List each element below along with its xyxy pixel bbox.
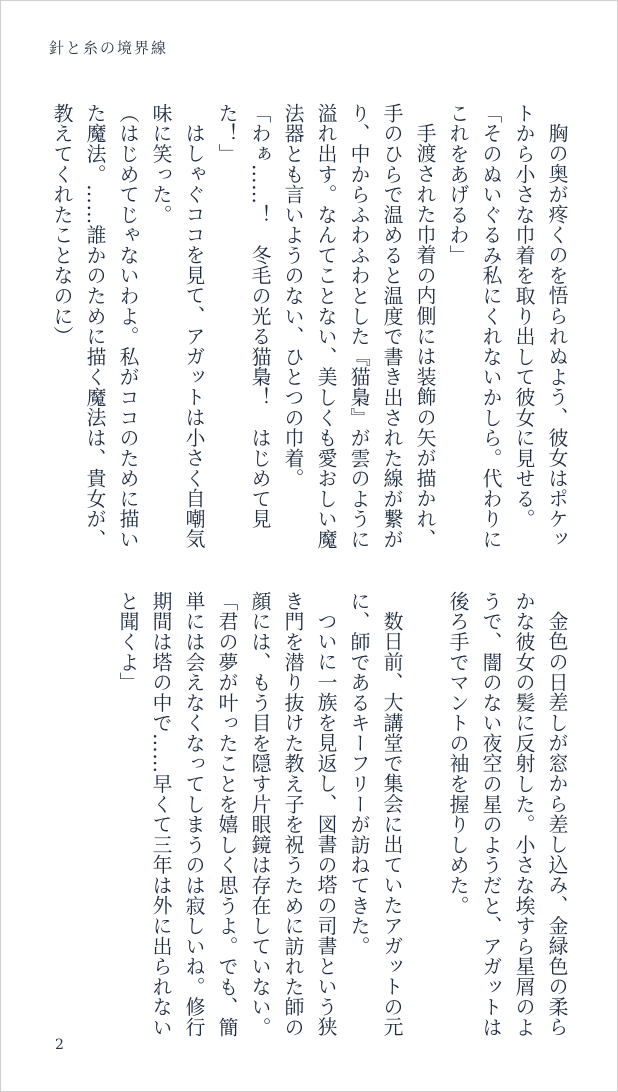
text-line: 胸の奥が疼くのを悟られぬよう、彼女はポケッ [545,122,568,549]
text-line: ついに一族を見返し、図書の塔の司書という狭 [314,610,337,1037]
text-line: と聞くよ」 [116,591,139,693]
text-line: 味に笑った。 [149,103,172,225]
text-line: 後ろ手でマントの袖を握りしめた。 [446,591,469,916]
text-line: り、中からふわふわとした『猫梟』が雲のように [347,103,370,550]
text-line: 「わぁ……！ 冬毛の光る猫梟！ はじめて見 [248,103,271,530]
text-line: 期間は塔の中で……早くて三年は外に出られない [149,591,172,1038]
text-line: 手渡された巾着の内側には装飾の矢が描かれ、 [413,122,436,549]
running-header-title: 針と糸の境界線 [49,39,169,57]
text-line: 溢れ出す。なんてことない、美しくも愛おしい魔 [314,103,337,550]
text-line: トから小さな巾着を取り出して彼女に見せる。 [512,103,535,530]
page-number: 2 [55,1037,64,1053]
text-line: 顔には、もう目を隠す片眼鏡は存在していない。 [248,591,271,1038]
text-line: た魔法。……誰かのために描く魔法は、貴女が、 [83,103,106,550]
text-line: （はじめてじゃないわよ。私がココのために描い [116,103,139,550]
text-line: 単には会えなくなってしまうのは寂しいね。修行 [182,591,205,1038]
text-line: うで、闇のない夜空の星のようだと、アガットは [479,591,502,1038]
text-line: 手のひらで温めると温度で書き出された線が繋が [380,103,403,550]
text-line: 「君の夢が叶ったことを嬉しく思うよ。でも、簡 [215,591,238,1038]
text-line: 「そのぬいぐるみ私にくれないかしら。代わりに [479,103,502,550]
text-line: に、師であるキーフリーが訪ねてきた。 [347,591,370,957]
text-line: た！」 [215,103,238,164]
text-line: これをあげるわ」 [446,103,469,266]
text-line: き門を潜り抜けた教え子を祝うために訪れた師の [281,591,304,1038]
text-line: 金色の日差しが窓から差し込み、金緑色の柔ら [545,610,568,1037]
text-line: 数日前、大講堂で集会に出ていたアガットの元 [380,610,403,1037]
text-line: 教えてくれたことなのに） [50,103,73,347]
text-line: かな彼女の髪に反射した。小さな埃すら星屑のよ [512,591,535,1038]
text-line: 法器とも言いようのない、ひとつの巾着。 [281,103,304,489]
text-line: はしゃぐココを見て、アガットは小さく自嘲気 [182,122,205,549]
